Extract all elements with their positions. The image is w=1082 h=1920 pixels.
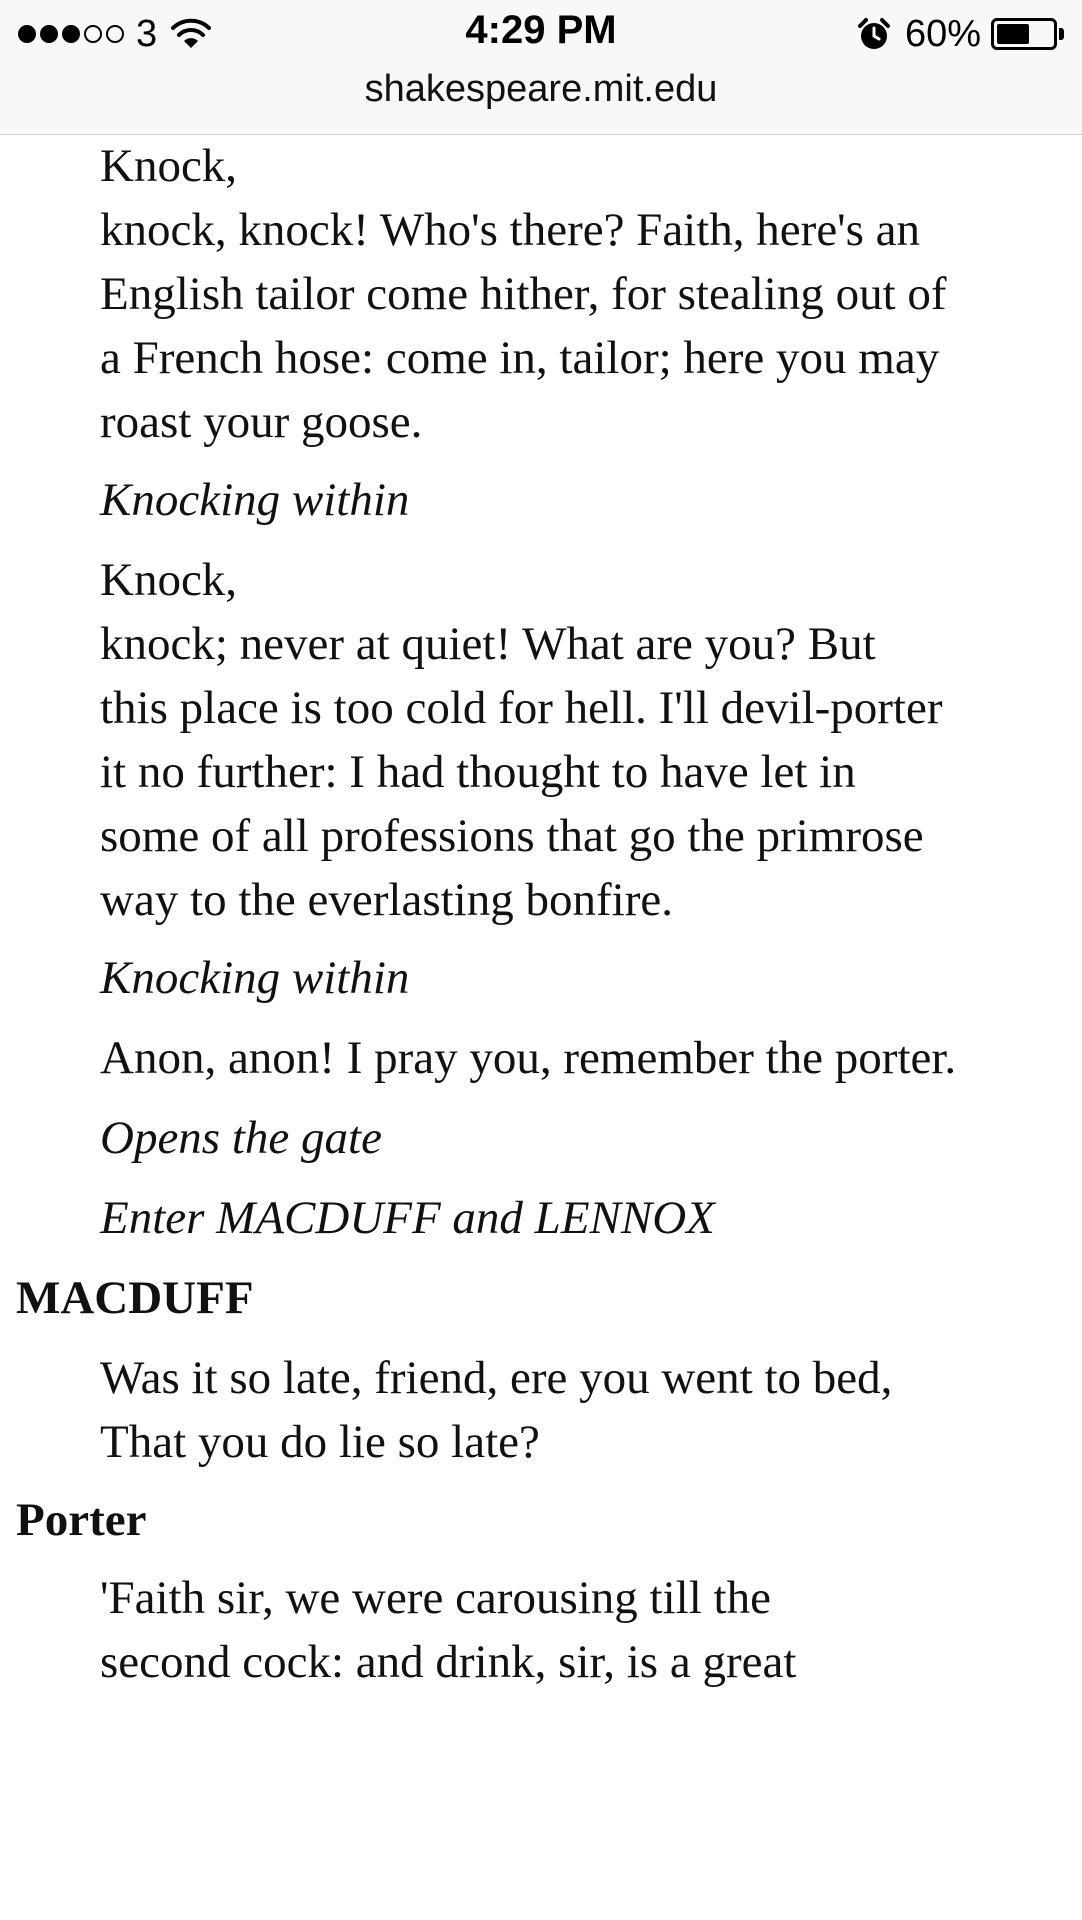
battery-fill: [997, 24, 1029, 44]
battery-icon: [991, 18, 1057, 50]
macduff-speech: Was it so late, friend, ere you went to bed, That you do lie so late?: [100, 1352, 893, 1468]
battery-nub: [1059, 28, 1064, 40]
status-right: [857, 12, 1064, 56]
play-text: [0, 134, 1082, 1694]
stage-direction: Opens the gate: [100, 1112, 382, 1164]
stage-direction: Knocking within: [100, 952, 410, 1004]
porter-speech-4: 'Faith sir, we were carousing till the second cock: and drink, sir, is a great: [100, 1572, 797, 1688]
porter-speech-1: Knock, knock, knock! Who's there? Faith, here's an English tailor come hither, for stealing out of a French hose: come in, tailor; here you may roast your goose.: [100, 140, 947, 448]
speaker-name: MACDUFF: [16, 1272, 254, 1324]
alarm-clock-icon: [857, 17, 891, 51]
porter-speech-2: Knock, knock; never at quiet! What are you? But this place is too cold for hell. I'll devil-porter it no further: I had thought to have let in some of all professions that go the primrose way to the everlasting bonfire.: [100, 554, 943, 926]
browser-top-bar: [0, 0, 1082, 135]
status-time: 4:29 PM: [465, 8, 617, 52]
stage-direction: Knocking within: [100, 474, 410, 526]
porter-speech-3: Anon, anon! I pray you, remember the porter.: [100, 1032, 957, 1084]
battery-percent: 60%: [904, 12, 981, 55]
carrier-name: 3: [136, 12, 158, 55]
url-bar[interactable]: shakespeare.mit.edu: [364, 68, 718, 110]
speaker-name: Porter: [16, 1494, 147, 1546]
stage-direction: Enter MACDUFF and LENNOX: [100, 1192, 715, 1244]
